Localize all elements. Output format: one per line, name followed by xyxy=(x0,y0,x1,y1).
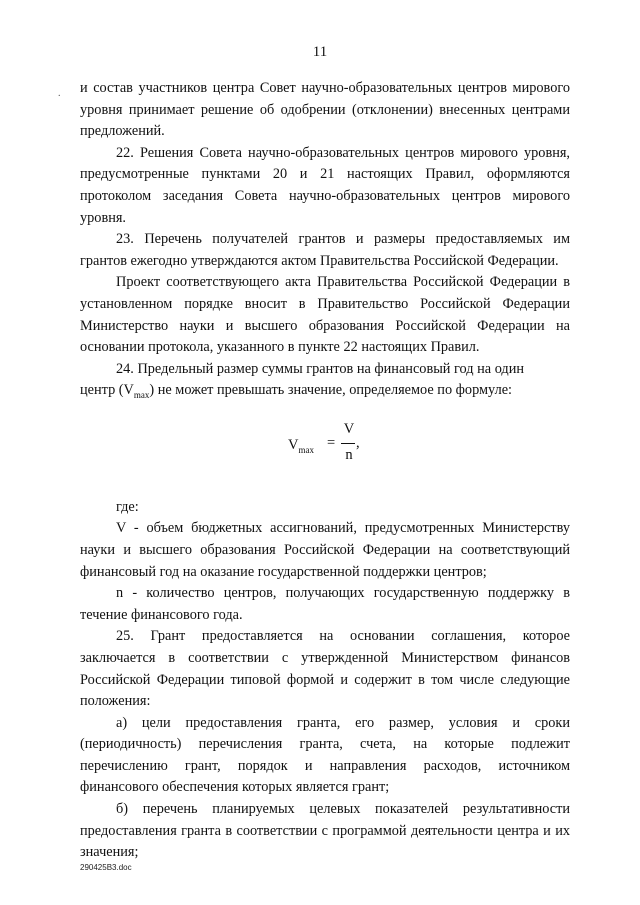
formula-expression xyxy=(288,415,378,473)
definition-n: n - количество центров, получающих государственную поддержку в течение финансового года. xyxy=(80,585,570,623)
paragraph-24-pre: центр (V xyxy=(80,382,134,399)
paragraph-24-sub: max xyxy=(133,390,150,401)
formula-fraction-bar xyxy=(341,443,355,444)
clause-a: а) цели предоставления гранта, его размер, условия и сроки (периодичность) перечисления гранта, счета, на которые подлежит перечислению грант, порядок и направления расходов, источником финансового обеспечения которых является грант; xyxy=(80,714,570,796)
paragraph-24-line1: 24. Предельный размер суммы грантов на финансовый год на один xyxy=(116,360,525,377)
formula-lhs-v: V xyxy=(288,436,299,453)
paragraph-22: 22. Решения Совета научно-образовательных центров мирового уровня, предусмотренные пунктами 20 и 21 настоящих Правил, оформляются протоколом заседания Совета научно-образовательных центров мирового уровня. xyxy=(80,144,570,226)
formula-denominator: n xyxy=(345,446,353,463)
formula xyxy=(80,415,570,473)
formula-numerator: V xyxy=(343,420,355,437)
paragraph-24-post: ) не может превышать значение, определяемое по формуле: xyxy=(149,382,513,399)
where-label: где: xyxy=(116,498,139,515)
margin-mark: . xyxy=(58,88,61,99)
paragraph-23: 23. Перечень получателей грантов и размеры предоставляемых им грантов ежегодно утверждаются актом Правительства Российской Федерации. xyxy=(80,231,570,269)
page-number: 11 xyxy=(312,44,328,60)
document-body xyxy=(80,78,570,864)
paragraph-24 xyxy=(80,359,570,407)
formula-equals: = xyxy=(327,434,336,451)
file-name-footer: 290425В3.doc xyxy=(80,863,132,872)
formula-lhs-sub: max xyxy=(298,444,314,455)
paragraph-continuation: и состав участников центра Совет научно-образовательных центров мирового уровня принимает решение об одобрении (отклонении) внесенных центрами предложений. xyxy=(80,80,570,140)
clause-b: б) перечень планируемых целевых показателей результативности предоставления гранта в соответствии с программой деятельности центра и их значения; xyxy=(80,801,570,861)
paragraph-project: Проект соответствующего акта Правительства Российской Федерации в установленном порядке вносит в Правительство Российской Федерации Министерство науки и высшего образования Российской Федерации на основании протокола, указанного в пункте 22 настоящих Правил. xyxy=(80,274,570,356)
formula-comma: , xyxy=(356,434,360,451)
definition-v: V - объем бюджетных ассигнований, предусмотренных Министерству науки и высшего образования Российской Федерации на соответствующий финансовый год на оказание государственной поддержки центров; xyxy=(80,520,570,580)
formula-lhs xyxy=(288,437,314,455)
paragraph-25: 25. Грант предоставляется на основании соглашения, которое заключается в соответствии с утвержденной Министерством финансов Российской Федерации типовой формой и содержит в том числе следующие положения: xyxy=(80,628,570,710)
